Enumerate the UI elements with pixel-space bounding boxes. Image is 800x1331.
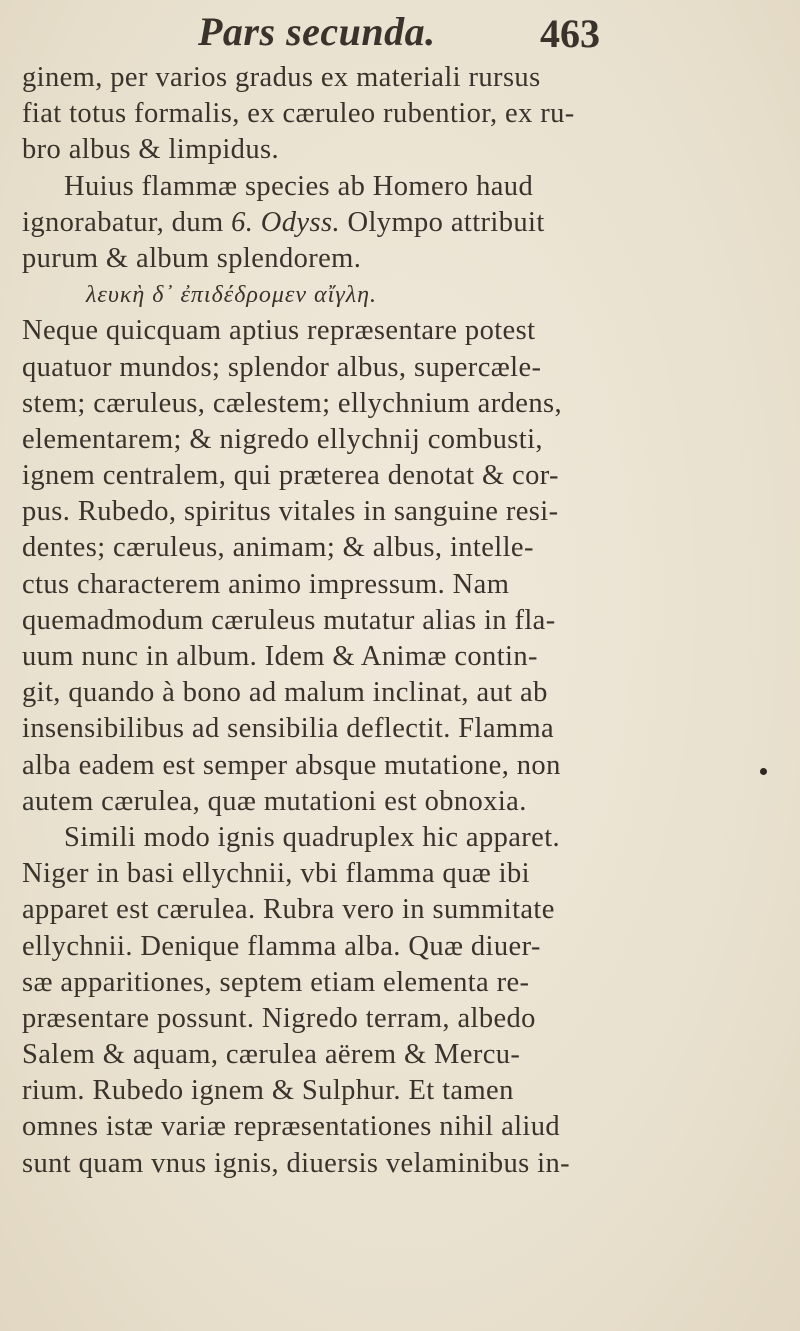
text-line: rium. Rubedo ignem & Sulphur. Et tamen bbox=[22, 1075, 514, 1107]
text-line: apparet est cærulea. Rubra vero in summitate bbox=[22, 894, 555, 926]
text-line: Salem & aquam, cærulea aërem & Mercu- bbox=[22, 1039, 521, 1071]
text-line: insensibilibus ad sensibilia deflectit. Flamma bbox=[22, 713, 555, 745]
text-line: dentes; cæruleus, animam; & albus, intelle- bbox=[22, 532, 534, 564]
text-line: Neque quicquam aptius repræsentare potest bbox=[22, 315, 536, 347]
text-line: omnes istæ variæ repræsentationes nihil aliud bbox=[22, 1111, 561, 1143]
citation: 6. Odyss. bbox=[231, 206, 340, 238]
text-line: Niger in basi ellychnii, vbi flamma quæ ibi bbox=[22, 858, 530, 890]
text-line: uum nunc in album. Idem & Animæ contin- bbox=[22, 641, 538, 672]
text-line: sæ apparitiones, septem etiam elementa re- bbox=[22, 966, 530, 998]
text-line: fiat totus formalis, ex cæruleo rubentior, ex ru- bbox=[22, 98, 575, 130]
text-line: ginem, per varios gradus ex materiali rursus bbox=[22, 62, 541, 93]
text-line: præsentare possunt. Nigredo terram, albedo bbox=[22, 1002, 536, 1034]
text-line: elementarem; & nigredo ellychnij combusti, bbox=[22, 423, 543, 455]
text-line: ctus characterem animo impressum. Nam bbox=[22, 568, 510, 600]
text-line: git, quando à bono ad malum inclinat, aut ab bbox=[22, 677, 548, 709]
page-header bbox=[0, 8, 800, 64]
text-line: Huius flammæ species ab Homero haud bbox=[64, 170, 534, 202]
text-line: quemadmodum cæruleus mutatur alias in fla- bbox=[22, 604, 556, 636]
running-head: Pars secunda. bbox=[198, 9, 436, 54]
body-text bbox=[22, 60, 792, 1182]
text-line: pus. Rubedo, spiritus vitales in sanguine resi- bbox=[22, 496, 559, 528]
text-line: ellychnii. Denique flamma alba. Quæ diuer- bbox=[22, 930, 541, 962]
greek-quotation: λευκὴ δ᾽ ἐπιδέδρομεν αἴγλη. bbox=[86, 282, 378, 309]
text-line: ignem centralem, qui præterea denotat & cor- bbox=[22, 460, 559, 492]
text-line: quatuor mundos; splendor albus, supercæle- bbox=[22, 351, 542, 383]
text-line: sunt quam vnus ignis, diuersis velaminibus in- bbox=[22, 1147, 571, 1179]
text-segment: Olympo attribuit bbox=[339, 206, 545, 238]
text-line bbox=[22, 205, 792, 241]
text-line: stem; cæruleus, cælestem; ellychnium ardens, bbox=[22, 387, 562, 419]
text-line: bro albus & limpidus. bbox=[22, 134, 279, 166]
text-line: purum & album splendorem. bbox=[22, 242, 362, 274]
ink-speck bbox=[760, 768, 767, 775]
text-segment: ignorabatur, dum bbox=[22, 206, 232, 238]
page-number: 463 bbox=[540, 11, 600, 56]
text-line: Simili modo ignis quadruplex hic apparet. bbox=[64, 821, 561, 853]
text-line: alba eadem est semper absque mutatione, non bbox=[22, 749, 561, 781]
text-line: autem cærulea, quæ mutationi est obnoxia. bbox=[22, 785, 527, 817]
